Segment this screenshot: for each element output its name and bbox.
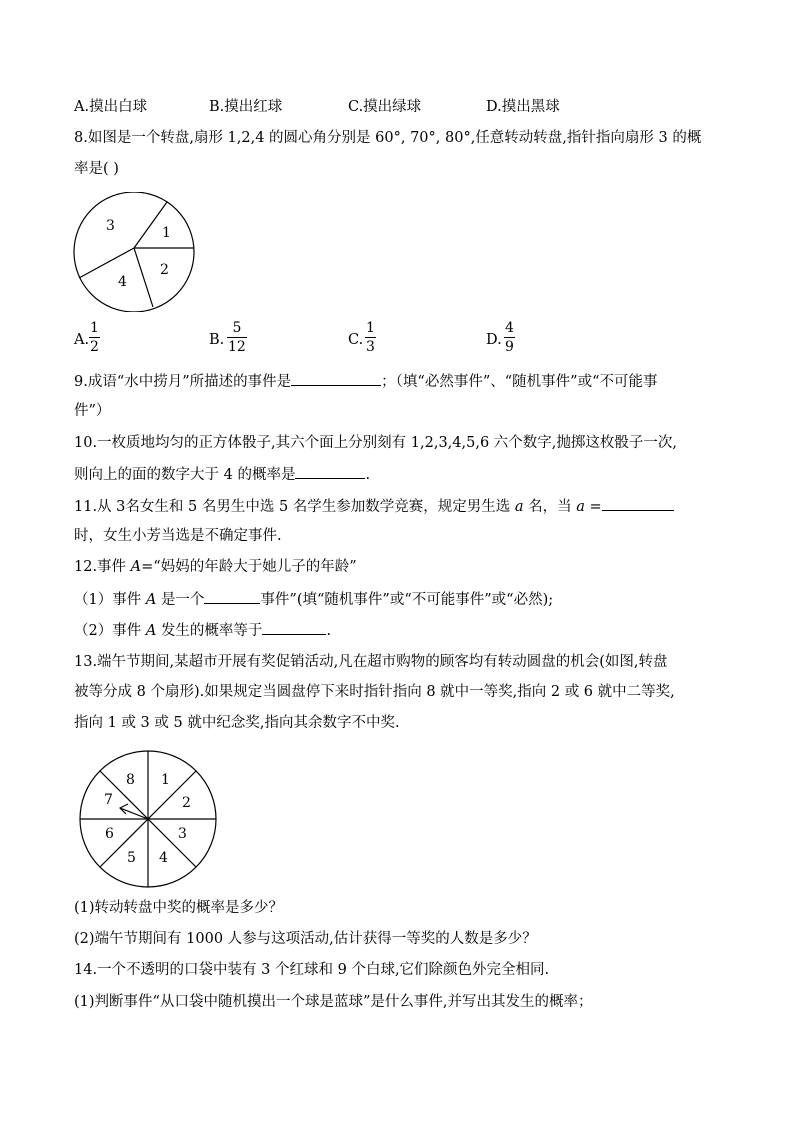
q8-option-a-label: A. (74, 332, 90, 348)
spinner-sector-3-label: 3 (106, 218, 115, 234)
q8-stem-line1: 8.如图是一个转盘,扇形 1,2,4 的圆心角分别是 60°, 70°, 80°,任意转动转盘,指针指向扇形 3 的概 (74, 130, 702, 146)
numerator: 1 (366, 320, 375, 336)
wheel-sector-1-label: 1 (161, 772, 170, 788)
q8-spinner-diagram (70, 192, 200, 312)
q11-stem-line2: 时，女生小芳当选是不确定事件. (74, 528, 282, 544)
q9-stem-line2: 件”） (74, 403, 111, 419)
q7-option-d: D.摸出黑球 (486, 99, 560, 115)
q13-wheel-diagram (78, 750, 223, 890)
q12-stem-line1: 12.事件 A=“妈妈的年龄大于她儿子的年龄” (74, 559, 357, 575)
spinner-divider (134, 248, 153, 307)
spinner-sector-1-label: 1 (162, 225, 171, 241)
spinner-sector-2-label: 2 (160, 262, 169, 278)
q12-sub2: （2）事件 A 发生的概率等于 . (74, 620, 331, 641)
denominator: 2 (90, 339, 99, 355)
q14-sub1: (1)判断事件“从口袋中随机摸出一个球是蓝球”是什么事件,并写出其发生的概率； (74, 994, 593, 1010)
wheel-sector-5-label: 5 (127, 850, 136, 866)
answer-blank (602, 496, 674, 511)
wheel-sector-7-label: 7 (104, 792, 113, 808)
wheel-sector-8-label: 8 (126, 772, 135, 788)
q13-sub2: (2)端午节期间有 1000 人参与这项活动,估计获得一等奖的人数是多少？ (74, 931, 537, 947)
q7-option-c: C.摸出绿球 (348, 99, 422, 115)
q9-stem-line1: 9.成语“水中捞月”所描述的事件是 ；（填“必然事件”、“随机事件”或“不可能事 (74, 371, 658, 392)
answer-blank (262, 620, 326, 635)
q12-sub1: （1）事件 A 是一个 事件”(填“随机事件”或“不可能事件”或“必然); (74, 589, 553, 610)
answer-blank (295, 464, 365, 479)
q13-stem-line3: 指向 1 或 3 或 5 就中纪念奖,指向其余数字不中奖. (74, 715, 400, 731)
wheel-sector-4-label: 4 (159, 850, 168, 866)
answer-blank (204, 589, 260, 604)
denominator: 9 (505, 339, 514, 355)
q8-option-c-fraction (365, 320, 376, 355)
q8-option-b-fraction (227, 320, 247, 355)
q13-stem-line2: 被等分成 8 个扇形).如果规定当圆盘停下来时指针指向 8 就中一等奖,指向 2 或 6 就中二等奖, (74, 684, 675, 700)
wheel-sector-6-label: 6 (105, 826, 114, 842)
denominator: 3 (366, 339, 375, 355)
q8-option-d-label: D. (486, 332, 502, 348)
wheel-sector-3-label: 3 (178, 826, 187, 842)
q10-stem-line2: 则向上的面的数字大于 4 的概率是 . (74, 464, 370, 485)
q8-option-b-label: B. (209, 332, 225, 348)
numerator: 4 (505, 320, 514, 336)
q8-stem-line2: 率是( ) (74, 161, 119, 177)
denominator: 12 (228, 339, 246, 355)
q11-stem-line1: 11.从 3名女生和 5 名男生中选 5 名学生参加数学竞赛，规定男生选 a 名，当 a = (74, 496, 674, 517)
numerator: 5 (232, 320, 242, 336)
q13-stem-line1: 13.端午节期间,某超市开展有奖促销活动,凡在超市购物的顾客均有转动圆盘的机会(如图,转盘 (74, 654, 668, 670)
numerator: 1 (90, 320, 99, 336)
spinner-sector-4-label: 4 (118, 274, 127, 290)
q7-option-a: A.摸出白球 (74, 99, 148, 115)
wheel-pointer (120, 808, 148, 819)
q10-stem-line1: 10.一枚质地均匀的正方体骰子,其六个面上分别刻有 1,2,3,4,5,6 六个数字,抛掷这枚骰子一次, (74, 435, 678, 451)
answer-blank (291, 371, 381, 386)
q13-sub1: (1)转动转盘中奖的概率是多少？ (74, 900, 284, 916)
q8-option-d-fraction (504, 320, 515, 355)
q8-option-a-fraction (89, 320, 100, 355)
q7-option-b: B.摸出红球 (209, 99, 283, 115)
wheel-sector-2-label: 2 (182, 795, 191, 811)
spinner-circle (74, 192, 194, 312)
q14-stem-line1: 14.一个不透明的口袋中装有 3 个红球和 9 个白球,它们除颜色外完全相同. (74, 962, 550, 978)
q8-option-c-label: C. (348, 332, 364, 348)
